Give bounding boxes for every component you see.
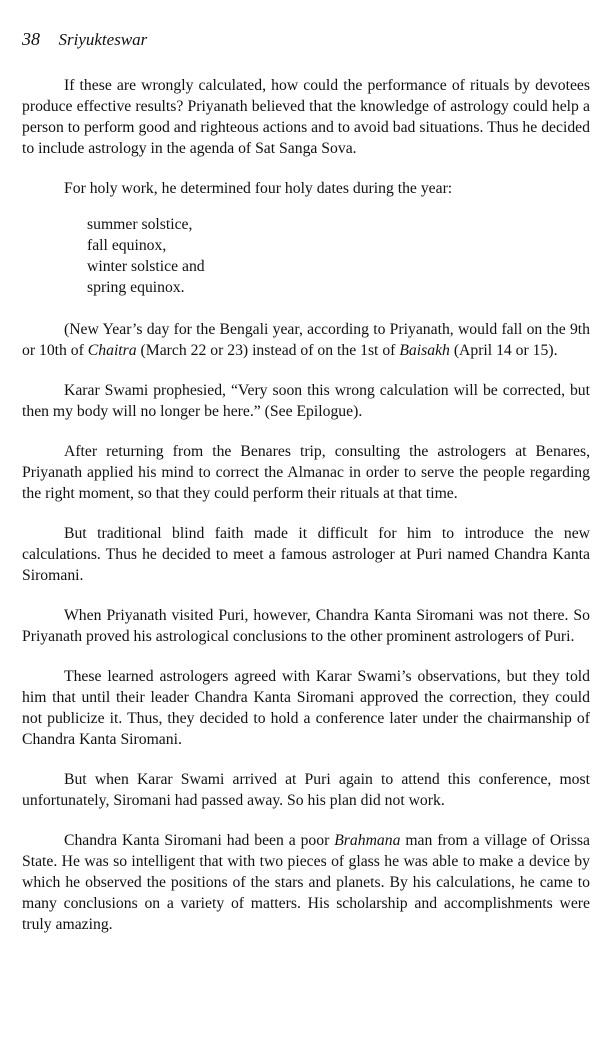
running-title: Sriyukteswar (58, 30, 148, 49)
list-item: fall equinox, (87, 237, 167, 254)
text-run: Chandra Kanta Siromani had been a poor (64, 832, 335, 849)
paragraph-almanac: After returning from the Benares trip, consulting the astrologers at Benares, Priyanath applied his mind to correct the Almanac in order to serve the people regarding the right moment, so that they could perform their rituals at that time. (22, 443, 590, 502)
holy-dates-list (87, 214, 590, 298)
term-baisakh: Baisakh (399, 342, 450, 359)
text-run: (April 14 or 15). (449, 342, 558, 359)
paragraph-holy-dates-intro: For holy work, he determined four holy dates during the year: (64, 180, 453, 197)
list-item: winter solstice and (87, 258, 205, 275)
paragraph-astrology-rituals: If these are wrongly calculated, how could the performance of rituals by devotees produce effective results? Priyanath believed that the knowledge of astrology could help a person to perform good and righteous actions and to avoid bad situations. Thus he decided to include astrology in the agenda of Sat Sanga Sova. (22, 77, 590, 157)
term-brahmana: Brahmana (334, 832, 401, 849)
paragraph-siromani (22, 830, 590, 935)
paragraph-conference: But when Karar Swami arrived at Puri again to attend this conference, most unfortunately, Siromani had passed away. So his plan did not work. (22, 771, 590, 809)
paragraph-prophecy: Karar Swami prophesied, “Very soon this wrong calculation will be corrected, but then my body will no longer be here.” (See Epilogue). (22, 382, 590, 420)
running-header (22, 28, 590, 51)
text-run: (March 22 or 23) instead of on the 1st of (136, 342, 400, 359)
list-item: spring equinox. (87, 279, 185, 296)
paragraph-blind-faith: But traditional blind faith made it difficult for him to introduce the new calculations. Thus he decided to meet a famous astrologer at Puri named Chandra Kanta Siromani. (22, 525, 590, 584)
paragraph-puri-visit: When Priyanath visited Puri, however, Chandra Kanta Siromani was not there. So Priyanath proved his astrological conclusions to the other prominent astrologers of Puri. (22, 607, 590, 645)
page-number: 38 (22, 29, 40, 49)
paragraph-bengali-new-year (22, 319, 590, 361)
term-chaitra: Chaitra (87, 342, 137, 359)
paragraph-learned-astrologers: These learned astrologers agreed with Karar Swami’s observations, but they told him that until their leader Chandra Kanta Siromani approved the correction, they could not publicize it. Thus, they decided to hold a conference later under the chairmanship of Chandra Kanta Siromani. (22, 668, 590, 748)
text-run: man from a village of Orissa State. He was so intelligent that with two pieces of glass he was able to make a device by which he observed the positions of the stars and planets. By his calculations, he came to many conclusions on a variety of matters. His scholarship and accomplishments were truly amazing. (22, 832, 590, 933)
text-run: (New Year’s day for the Bengali year, according to Priyanath, would fall on the 9th or 10th of (22, 321, 590, 359)
book-page (22, 28, 590, 954)
list-item: summer solstice, (87, 216, 193, 233)
